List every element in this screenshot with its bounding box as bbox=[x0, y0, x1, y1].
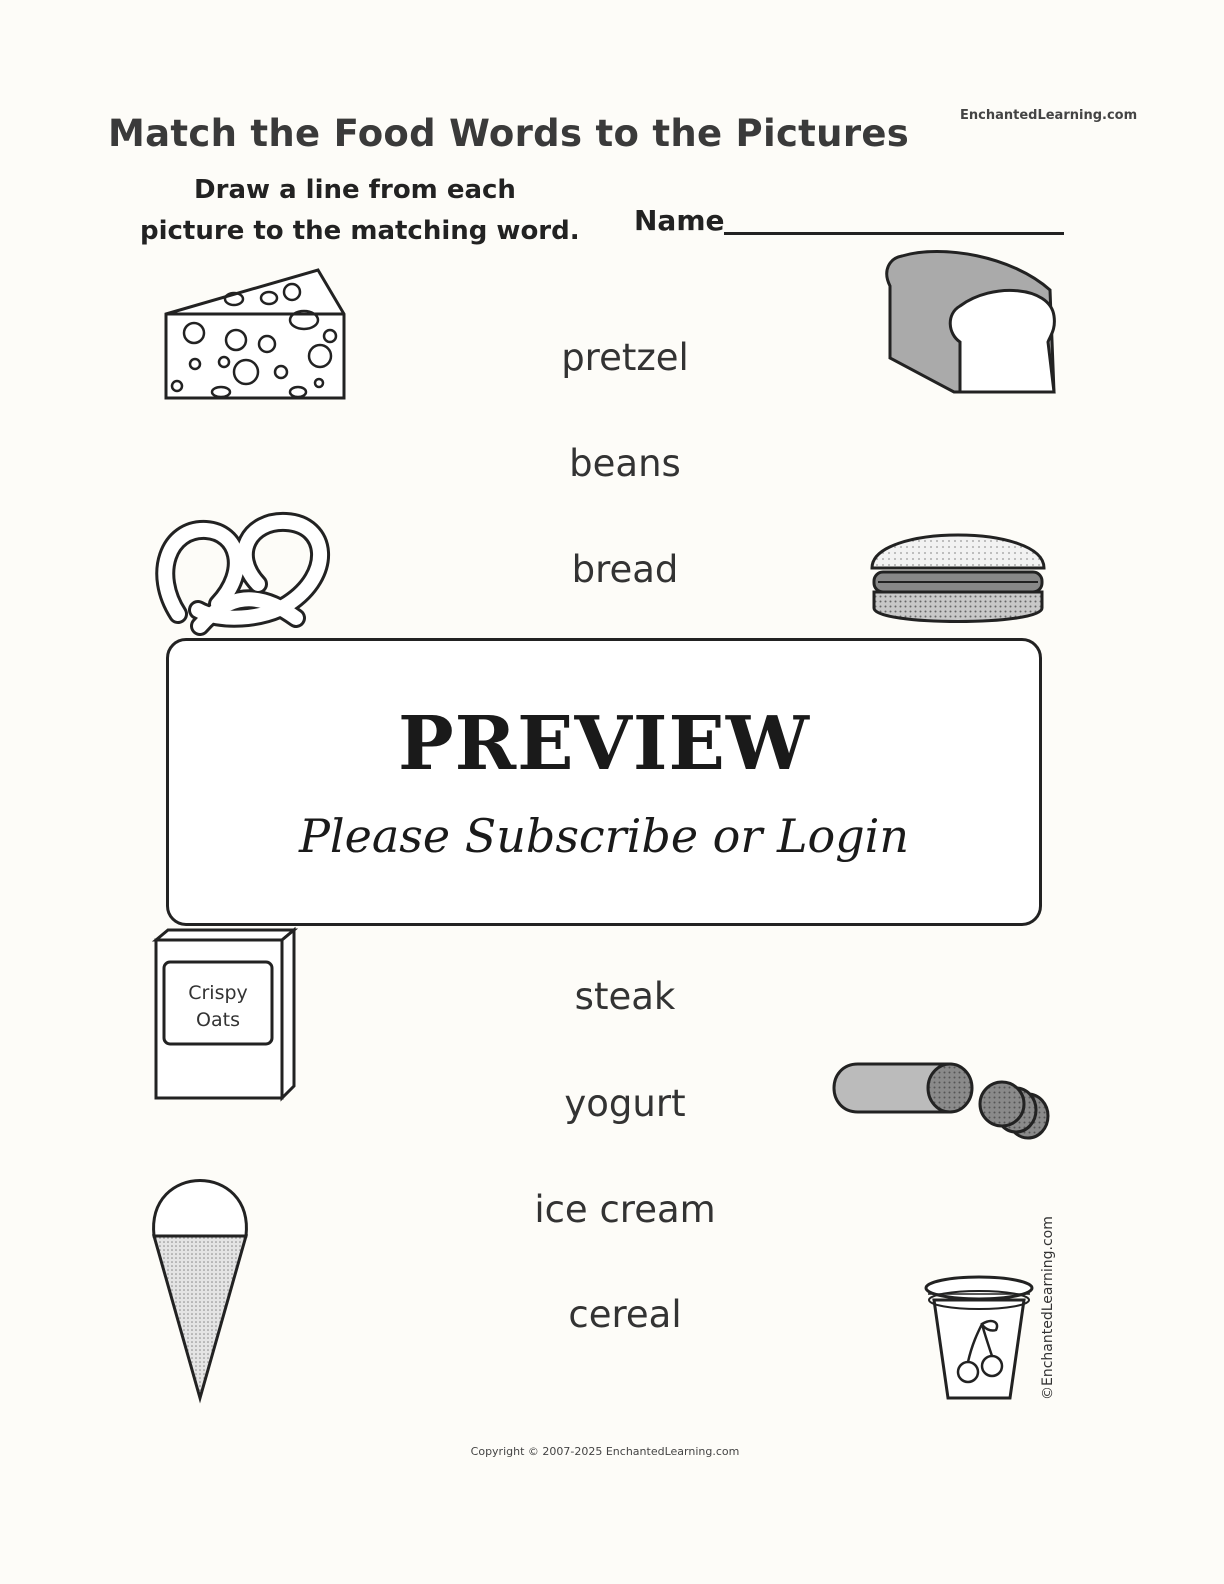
instructions bbox=[140, 170, 580, 252]
cereal-box-label bbox=[164, 980, 272, 1034]
vertical-credit: ©EnchantedLearning.com bbox=[1040, 1216, 1056, 1400]
name-input-line[interactable] bbox=[724, 232, 1064, 235]
copyright: Copyright © 2007-2025 EnchantedLearning.com bbox=[470, 1445, 740, 1458]
bread-loaf-icon bbox=[882, 248, 1058, 398]
preview-title: PREVIEW bbox=[397, 701, 811, 787]
word-bread: bread bbox=[571, 548, 679, 591]
word-pretzel: pretzel bbox=[561, 336, 689, 379]
yogurt-cup-icon bbox=[922, 1274, 1036, 1404]
word-ice-cream: ice cream bbox=[534, 1188, 716, 1231]
ice-cream-cone-icon bbox=[150, 1160, 252, 1402]
site-name: EnchantedLearning.com bbox=[960, 108, 1138, 123]
hamburger-icon bbox=[868, 514, 1048, 630]
instructions-line-2: picture to the matching word. bbox=[140, 216, 580, 246]
pretzel-icon bbox=[158, 514, 334, 640]
cereal-box-label-line-2: Oats bbox=[196, 1009, 240, 1031]
cheese-icon bbox=[164, 268, 348, 402]
salami-icon bbox=[832, 1060, 1052, 1142]
word-steak: steak bbox=[574, 975, 676, 1018]
word-beans: beans bbox=[569, 442, 681, 485]
word-cereal: cereal bbox=[568, 1293, 682, 1336]
cereal-box-label-line-1: Crispy bbox=[188, 982, 248, 1004]
instructions-line-1: Draw a line from each bbox=[194, 175, 516, 205]
page-title: Match the Food Words to the Pictures bbox=[108, 112, 910, 155]
preview-overlay[interactable] bbox=[166, 638, 1042, 926]
word-yogurt: yogurt bbox=[564, 1082, 686, 1125]
subscribe-login-link[interactable]: Please Subscribe or Login bbox=[298, 809, 910, 863]
name-label: Name bbox=[634, 204, 725, 237]
